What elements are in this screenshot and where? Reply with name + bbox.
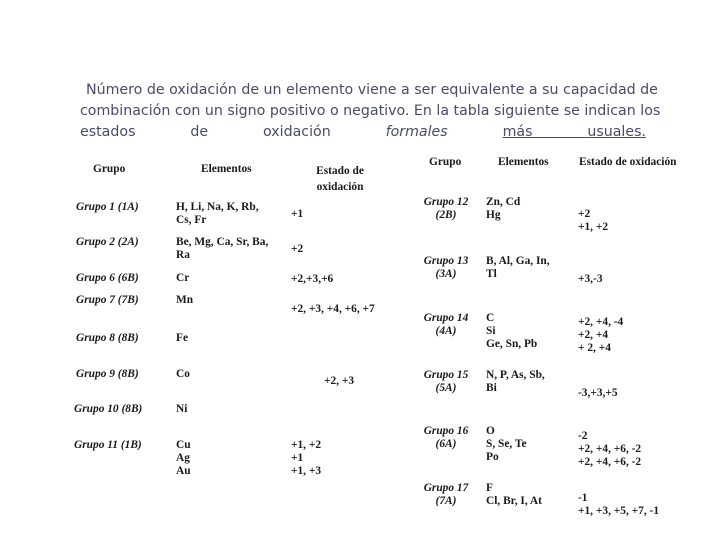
left-row-2-group: Grupo 2 (2A) [76,236,139,248]
left-row-2-state: +2 [291,243,304,255]
right-row-4-state: -3,+3,+5 [578,387,618,399]
intro-word-formales: formales [385,124,448,140]
right-row-1-elements: Zn, Cd Hg [486,196,521,221]
right-row-1-group: Grupo 12 (2B) [423,196,469,221]
intro-paragraph [80,80,661,143]
right-row-6-elements: F Cl, Br, I, At [486,482,542,507]
intro-line-2: combinación con un signo positivo o negativo. En la tabla siguiente se indican los [80,103,661,119]
left-row-7-elements: Ni [176,403,188,415]
left-header-elements: Elementos [201,163,252,175]
right-row-6-group: Grupo 17 (7A) [423,482,469,507]
left-row-8-state: +1, +2 +1 +1, +3 [291,439,322,477]
intro-word-oxidacion: oxidación [262,124,331,140]
left-row-3-group: Grupo 6 (6B) [76,272,139,284]
left-row-8-elements: Cu Ag Au [176,439,191,477]
left-row-1-group: Grupo 1 (1A) [76,201,139,213]
left-row-4-group: Grupo 7 (7B) [76,294,139,306]
right-row-5-elements: O S, Se, Te Po [486,425,527,463]
right-row-5-group: Grupo 16 (6A) [423,425,469,450]
left-row-2-elements: Be, Mg, Ca, Sr, Ba, Ra [176,236,269,261]
left-row-4-elements: Mn [176,294,194,306]
left-header-group: Grupo [93,163,126,175]
left-row-6-state: +2, +3 [324,375,355,387]
left-row-1-elements: H, Li, Na, K, Rb, Cs, Fr [176,201,259,226]
left-row-5-group: Grupo 8 (8B) [76,332,139,344]
left-row-1-state: +1 [291,208,304,220]
intro-word-de: de [190,124,209,140]
right-row-3-elements: C Si Ge, Sn, Pb [486,312,538,350]
intro-word-estados: estados [80,124,136,140]
left-row-6-group: Grupo 9 (8B) [76,368,139,380]
intro-word-mas: más [502,124,533,140]
left-row-3-state: +2,+3,+6 [291,273,334,285]
left-row-7-group: Grupo 10 (8B) [74,403,143,415]
left-header-state: Estado de oxidación [316,165,364,193]
right-header-elements: Elementos [498,156,549,168]
left-row-3-elements: Cr [176,272,190,284]
right-row-1-state: +2 +1, +2 [578,208,609,233]
left-row-8-group: Grupo 11 (1B) [74,439,142,451]
right-row-3-group: Grupo 14 (4A) [423,312,469,337]
intro-word-usuales: usuales. [587,124,647,140]
right-row-2-elements: B, Al, Ga, In, Tl [486,255,550,280]
left-row-5-elements: Fe [176,332,189,344]
right-row-5-state: -2 +2, +4, +6, -2 +2, +4, +6, -2 [578,430,642,468]
right-row-4-group: Grupo 15 (5A) [423,369,469,394]
right-header-state: Estado de oxidación [579,156,677,168]
intro-line-3 [80,122,646,143]
intro-line-1: Número de oxidación de un elemento viene a ser equivalente a su capacidad de [86,82,658,98]
left-row-4-state: +2, +3, +4, +6, +7 [291,303,375,315]
right-row-4-elements: N, P, As, Sb, Bi [486,369,545,394]
right-header-group: Grupo [429,156,462,168]
right-row-3-state: +2, +4, -4 +2, +4 + 2, +4 [578,316,624,354]
left-row-6-elements: Co [176,368,190,380]
right-row-2-state: +3,-3 [578,273,603,285]
right-row-2-group: Grupo 13 (3A) [423,255,469,280]
right-row-6-state: -1 +1, +3, +5, +7, -1 [578,492,660,517]
